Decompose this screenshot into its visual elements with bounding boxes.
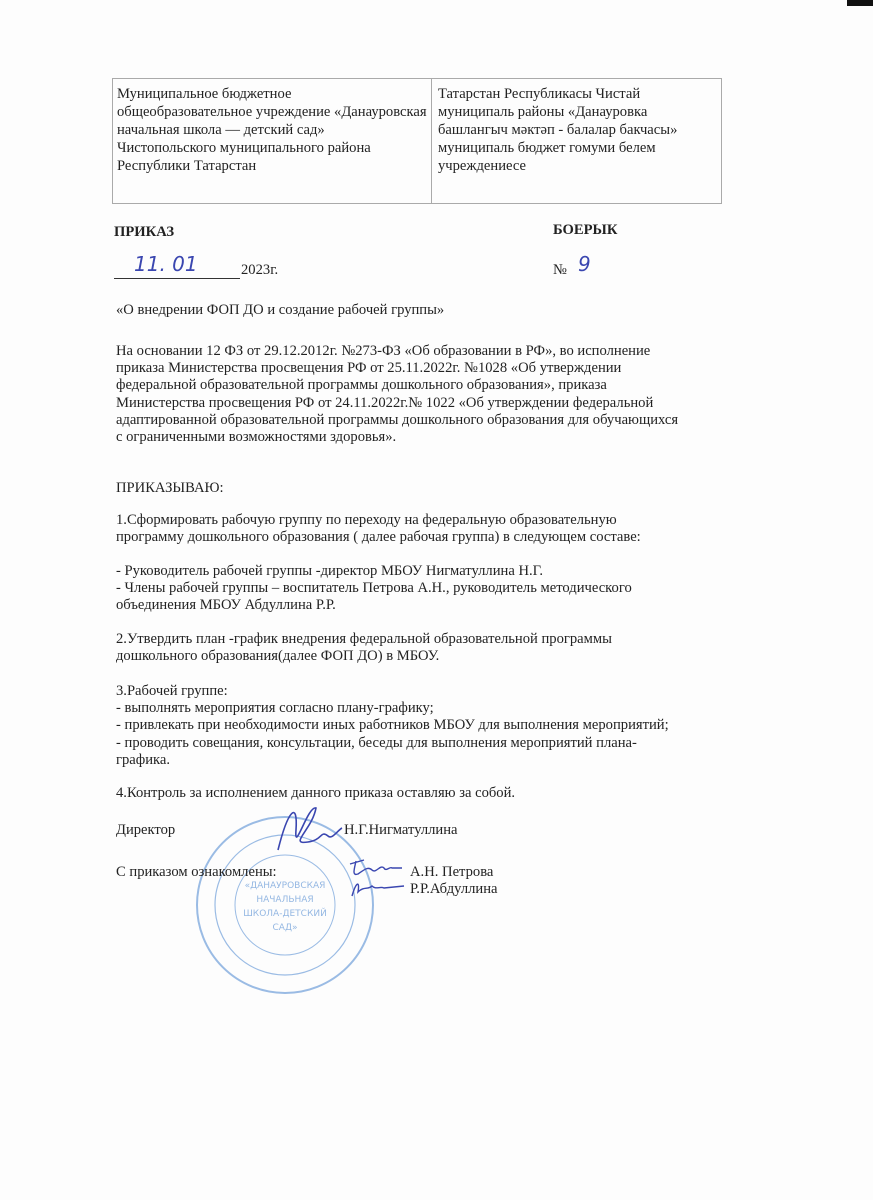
date-line: [114, 252, 240, 279]
text-line: 3.Рабочей группе:: [116, 683, 228, 699]
text-line: дошкольного образования(далее ФОП ДО) в МБОУ.: [116, 648, 440, 665]
text-line: - Руководитель рабочей группы -директор МБОУ Нигматуллина Н.Г.: [116, 563, 544, 579]
item-2: [116, 631, 612, 665]
text-line: 2.Утвердить план -график внедрения федеральной образовательной программы: [116, 631, 612, 647]
text-line: - проводить совещания, консультации, беседы для выполнения мероприятий плана-: [116, 734, 637, 751]
text-line: адаптированной образовательной программы дошкольного образования для обучающихся: [116, 411, 679, 428]
basis-paragraph: [116, 343, 678, 446]
text-line: - выполнять мероприятия согласно плану-графику;: [116, 700, 434, 717]
svg-text:САД»: САД»: [272, 923, 298, 933]
order-title-ru: ПРИКАЗ: [114, 224, 175, 240]
document-title: «О внедрении ФОП ДО и создание рабочей группы»: [116, 302, 445, 318]
svg-text:ШКОЛА-ДЕТСКИЙ: ШКОЛА-ДЕТСКИЙ: [243, 909, 327, 919]
text-line: На основании 12 ФЗ от 29.12.2012г. №273-ФЗ «Об образовании в РФ», во исполнение: [116, 343, 651, 359]
text-line: программу дошкольного образования ( далее рабочая группа) в следующем составе:: [116, 529, 641, 546]
svg-text:НАЧАЛЬНАЯ: НАЧАЛЬНАЯ: [256, 895, 314, 905]
header-table: [112, 78, 722, 204]
text-line: приказа Министерства просвещения РФ от 25.11.2022г. №1028 «Об утверждении: [116, 360, 622, 377]
item-3: [116, 683, 669, 769]
scan-edge-mark: [847, 0, 873, 6]
text-line: с ограниченными возможностями здоровья».: [116, 428, 397, 445]
number-label: №: [553, 262, 567, 278]
order-title-tt: БОЕРЫК: [553, 222, 618, 238]
text-line: - привлекать при необходимости иных работников МБОУ для выполнения мероприятий;: [116, 717, 669, 734]
text-line: объединения МБОУ Абдуллина Р.Р.: [116, 597, 336, 614]
director-label: Директор: [116, 822, 176, 838]
members: [116, 563, 632, 615]
date-year: 2023г.: [241, 262, 279, 278]
acquaintance-signatures: [346, 856, 406, 902]
acquainted-name-1: А.Н. Петрова: [410, 864, 494, 880]
text-line: федеральной образовательной программы дошкольного образования», приказа: [116, 377, 607, 394]
acquainted-label: С приказом ознакомлены:: [116, 864, 277, 880]
svg-text:«ДАНАУРОВСКАЯ: «ДАНАУРОВСКАЯ: [244, 881, 326, 891]
header-ru: Муниципальное бюджетное общеобразовательное учреждение «Данауровская начальная школа — детский сад» Чистопольского муниципального района Республики Татарстан: [113, 79, 432, 203]
acquainted-name-2: Р.Р.Абдуллина: [410, 881, 498, 897]
date-handwritten: 11. 01: [134, 252, 198, 276]
header-tt: Татарстан Республикасы Чистай муниципаль районы «Данауровка башлангыч мәктәп - балалар бакчасы» муниципаль бюджет гомуми белем учреждениесе: [438, 86, 678, 174]
item-4: 4.Контроль за исполнением данного приказа оставляю за собой.: [116, 785, 516, 801]
text-line: графика.: [116, 751, 171, 768]
number-handwritten: 9: [578, 252, 591, 276]
director-signature: [268, 800, 348, 860]
text-line: 1.Сформировать рабочую группу по переходу на федеральную образовательную: [116, 512, 617, 528]
text-line: - Члены рабочей группы – воспитатель Петрова А.Н., руководитель методического: [116, 580, 632, 597]
director-name: Н.Г.Нигматуллина: [344, 822, 458, 838]
item-1: [116, 512, 641, 546]
text-line: Министерства просвещения РФ от 24.11.2022г.№ 1022 «Об утверждении федеральной: [116, 394, 654, 411]
order-word: ПРИКАЗЫВАЮ:: [116, 480, 224, 496]
